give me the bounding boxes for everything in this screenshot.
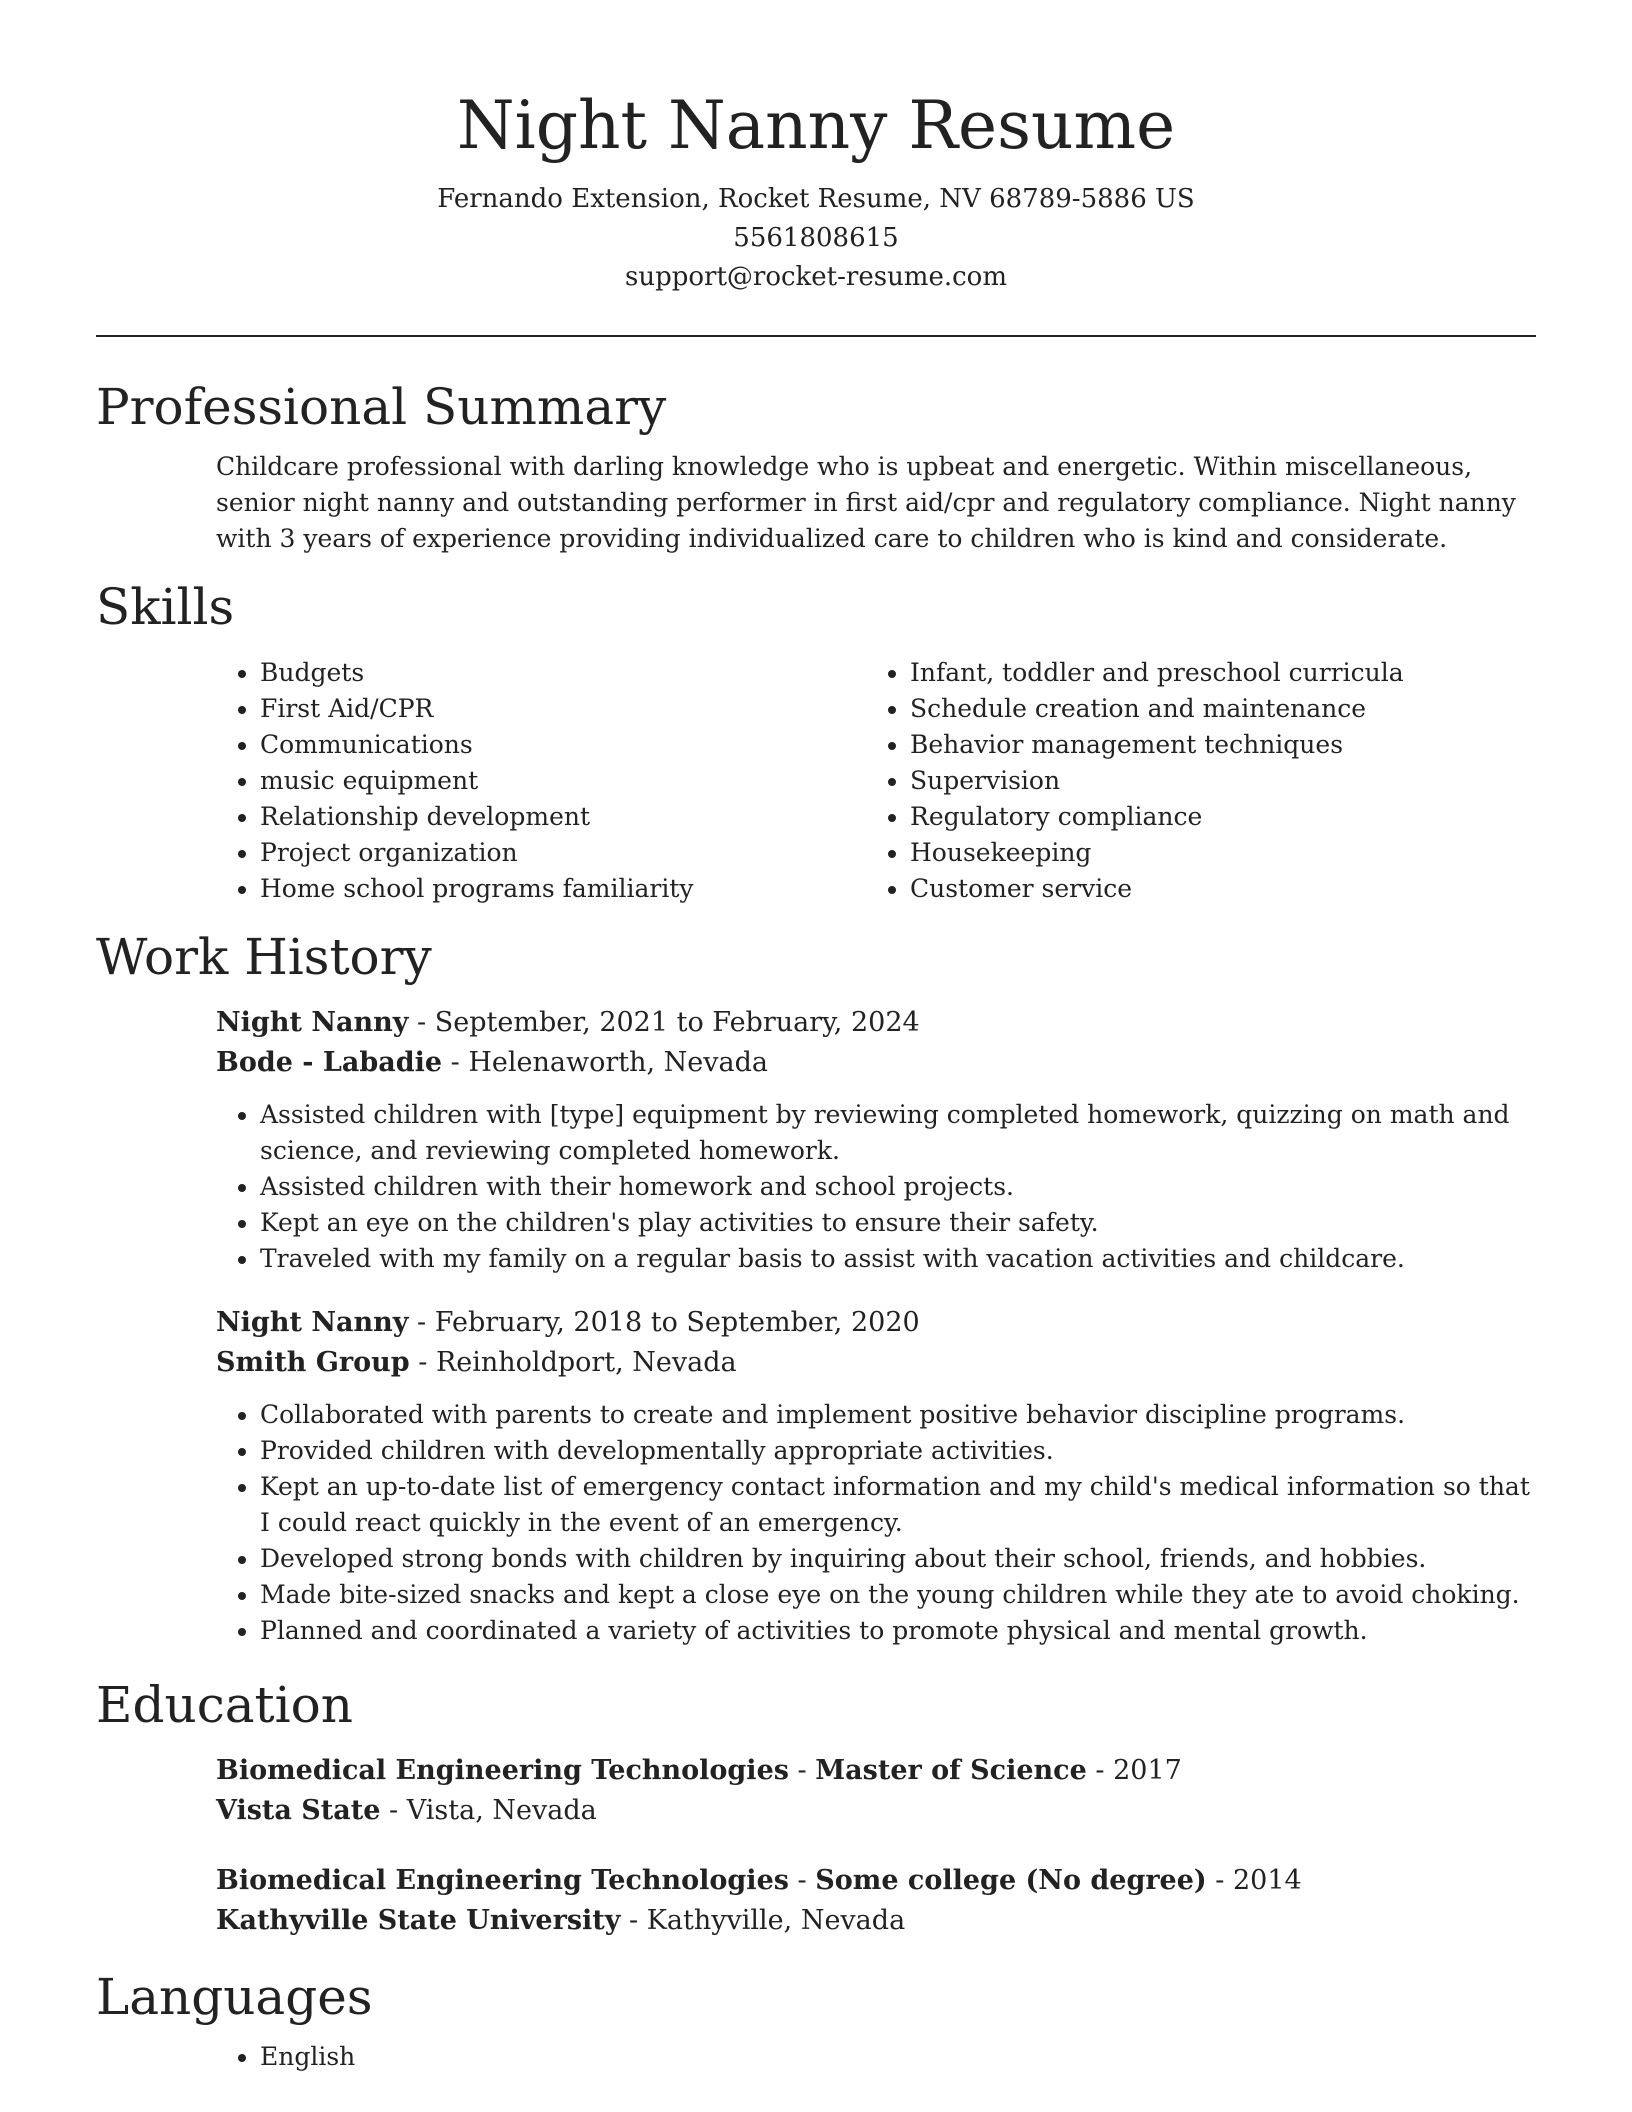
- job-duties: [216, 1397, 1536, 1649]
- skill-item: • music equipment: [260, 763, 866, 799]
- job-dates: February, 2018 to September, 2020: [434, 1307, 920, 1338]
- separator: -: [389, 1795, 407, 1826]
- duty-item: • Kept an up-to-date list of emergency contact information and my child's medical information so that I could react quickly in the event of an emergency.: [260, 1469, 1536, 1541]
- job-title-line: [216, 1303, 1536, 1343]
- skill-item: • Infant, toddler and preschool curricula: [910, 655, 1516, 691]
- separator: -: [797, 1755, 816, 1786]
- job-entry: [216, 1303, 1536, 1649]
- job-location: Reinholdport, Nevada: [435, 1347, 737, 1378]
- work-history-heading: Work History: [96, 928, 432, 986]
- languages-list: [216, 2039, 1536, 2075]
- skills-heading: Skills: [96, 578, 235, 636]
- duty-item: • Assisted children with their homework and school projects.: [260, 1169, 1536, 1205]
- skill-item: • Regulatory compliance: [910, 799, 1516, 835]
- job-role: Night Nanny: [216, 1307, 409, 1338]
- resume-title: Night Nanny Resume: [456, 87, 1176, 164]
- job-company: Smith Group: [216, 1347, 410, 1378]
- education-school: Vista State: [216, 1795, 381, 1826]
- skill-item: • Schedule creation and maintenance: [910, 691, 1516, 727]
- contact-address: Fernando Extension, Rocket Resume, NV 68789-5886 US: [437, 184, 1195, 214]
- skill-item: • Budgets: [260, 655, 866, 691]
- education-field: Biomedical Engineering Technologies: [216, 1755, 789, 1786]
- duty-item: • Collaborated with parents to create and implement positive behavior discipline programs.: [260, 1397, 1536, 1433]
- education-heading: Education: [96, 1676, 353, 1734]
- resume-page: [96, 0, 1536, 2075]
- skill-item: • Supervision: [910, 763, 1516, 799]
- contact-block: [96, 180, 1536, 297]
- duty-item: • Planned and coordinated a variety of activities to promote physical and mental growth.: [260, 1613, 1536, 1649]
- duty-item: • Made bite-sized snacks and kept a close eye on the young children while they ate to avoid choking.: [260, 1577, 1536, 1613]
- contact-email: support@rocket-resume.com: [624, 262, 1007, 292]
- skills-list-right: [866, 655, 1516, 907]
- skill-item: • Home school programs familiarity: [260, 871, 866, 907]
- duty-item: • Traveled with my family on a regular basis to assist with vacation activities and childcare.: [260, 1241, 1536, 1277]
- job-location: Helenaworth, Nevada: [468, 1047, 769, 1078]
- separator: -: [797, 1865, 816, 1896]
- education-location: Kathyville, Nevada: [646, 1905, 906, 1936]
- education-entry: [216, 1861, 1536, 1941]
- skill-item: • Behavior management techniques: [910, 727, 1516, 763]
- job-employer-line: [216, 1043, 1536, 1083]
- skills-columns: [216, 655, 1536, 907]
- education-location: Vista, Nevada: [406, 1795, 597, 1826]
- job-dates: September, 2021 to February, 2024: [434, 1007, 920, 1038]
- header-divider: [96, 335, 1536, 337]
- duty-item: • Assisted children with [type] equipment by reviewing completed homework, quizzing on math and science, and reviewing completed homework.: [260, 1097, 1536, 1169]
- separator: -: [1095, 1755, 1114, 1786]
- education-degree: Some college (No degree): [815, 1865, 1207, 1896]
- skill-item: • Communications: [260, 727, 866, 763]
- job-entry: [216, 1003, 1536, 1277]
- skill-item: • Customer service: [910, 871, 1516, 907]
- skill-item: • Relationship development: [260, 799, 866, 835]
- education-year: 2017: [1113, 1755, 1182, 1786]
- duty-item: • Provided children with developmentally appropriate activities.: [260, 1433, 1536, 1469]
- education-degree: Master of Science: [815, 1755, 1087, 1786]
- education-school-line: [216, 1901, 1536, 1941]
- summary-heading: Professional Summary: [96, 378, 667, 436]
- separator: -: [417, 1307, 435, 1338]
- language-item: • English: [260, 2039, 1536, 2075]
- separator: -: [450, 1047, 469, 1078]
- skill-item: • Project organization: [260, 835, 866, 871]
- skill-item: • Housekeeping: [910, 835, 1516, 871]
- contact-phone: 5561808615: [733, 223, 899, 253]
- education-degree-line: [216, 1751, 1536, 1791]
- education-degree-line: [216, 1861, 1536, 1901]
- skill-item: • First Aid/CPR: [260, 691, 866, 727]
- education-year: 2014: [1233, 1865, 1302, 1896]
- summary-text: Childcare professional with darling knowledge who is upbeat and energetic. Within miscellaneous, senior night nanny and outstanding performer in first aid/cpr and regulatory compliance. Night nanny with 3 years of experience providing individualized care to children who is kind and considerate.: [216, 452, 1516, 553]
- separator: -: [629, 1905, 647, 1936]
- job-company: Bode - Labadie: [216, 1047, 443, 1078]
- languages-body: [216, 2039, 1536, 2075]
- job-employer-line: [216, 1343, 1536, 1383]
- education-school-line: [216, 1791, 1536, 1831]
- job-role: Night Nanny: [216, 1007, 409, 1038]
- job-duties: [216, 1097, 1536, 1277]
- languages-heading: Languages: [96, 1968, 373, 2026]
- duty-item: • Developed strong bonds with children by inquiring about their school, friends, and hobbies.: [260, 1541, 1536, 1577]
- separator: -: [418, 1347, 436, 1378]
- resume-header: [96, 0, 1536, 297]
- separator: -: [417, 1007, 435, 1038]
- duty-item: • Kept an eye on the children's play activities to ensure their safety.: [260, 1205, 1536, 1241]
- education-school: Kathyville State University: [216, 1905, 621, 1936]
- education-field: Biomedical Engineering Technologies: [216, 1865, 789, 1896]
- education-entry: [216, 1751, 1536, 1831]
- skills-list-left: [216, 655, 866, 907]
- separator: -: [1215, 1865, 1233, 1896]
- job-title-line: [216, 1003, 1536, 1043]
